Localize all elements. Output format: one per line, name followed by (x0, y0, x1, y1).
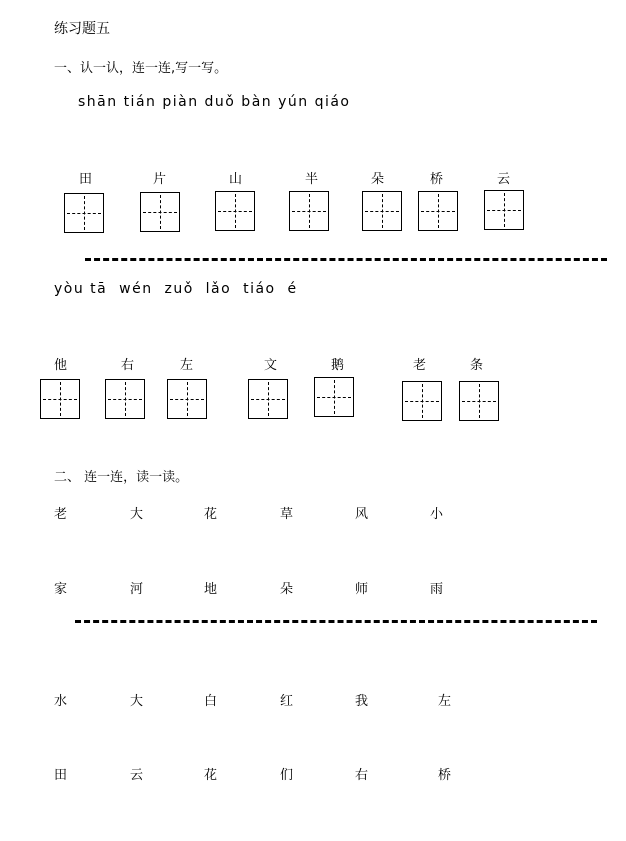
row2-char: 鹅 (331, 358, 345, 373)
group1-bottom-char: 朵 (280, 582, 294, 597)
row1-char: 朵 (371, 172, 385, 187)
writing-box[interactable] (140, 192, 180, 232)
group1-top-char: 风 (355, 507, 369, 522)
group1-bottom-char: 家 (54, 582, 68, 597)
row1-char: 田 (79, 172, 93, 187)
page-title: 练习题五 (54, 21, 110, 37)
group1-top-char: 小 (430, 507, 444, 522)
group1-top-char: 大 (130, 507, 144, 522)
group1-bottom-char: 师 (355, 582, 369, 597)
group2-bottom-char: 田 (54, 768, 68, 783)
group2-top-char: 大 (130, 694, 144, 709)
row2-char: 老 (413, 358, 427, 373)
writing-box[interactable] (402, 381, 442, 421)
group2-top-char: 红 (280, 694, 294, 709)
group2-top-char: 左 (438, 694, 452, 709)
writing-box[interactable] (484, 190, 524, 230)
group1-top-char: 草 (280, 507, 294, 522)
group2-bottom-char: 桥 (438, 768, 452, 783)
group2-top-char: 白 (204, 694, 218, 709)
row1-char: 半 (305, 172, 319, 187)
writing-box[interactable] (64, 193, 104, 233)
group2-bottom-char: 花 (204, 768, 218, 783)
section1-heading: 一、认一认，连一连,写一写。 (54, 61, 228, 76)
writing-box[interactable] (248, 379, 288, 419)
group1-top-char: 花 (204, 507, 218, 522)
group2-bottom-char: 们 (280, 768, 294, 783)
writing-box[interactable] (105, 379, 145, 419)
writing-box[interactable] (459, 381, 499, 421)
group1-bottom-char: 地 (204, 582, 218, 597)
writing-box[interactable] (167, 379, 207, 419)
row1-char: 桥 (430, 172, 444, 187)
group2-top-char: 我 (355, 694, 369, 709)
section2-heading: 二、 连一连，读一读。 (54, 470, 189, 485)
writing-box[interactable] (418, 191, 458, 231)
writing-box[interactable] (215, 191, 255, 231)
row2-char: 左 (180, 358, 194, 373)
group1-bottom-char: 河 (130, 582, 144, 597)
row1-char: 山 (229, 172, 243, 187)
row1-char: 片 (153, 172, 167, 187)
writing-box[interactable] (40, 379, 80, 419)
writing-box[interactable] (362, 191, 402, 231)
group2-bottom-char: 云 (130, 768, 144, 783)
row2-pinyin: yòu tā wén zuǒ lǎo tiáo é (54, 281, 298, 297)
row1-pinyin: shān tián piàn duǒ bàn yún qiáo (78, 94, 351, 110)
writing-box[interactable] (289, 191, 329, 231)
group2-bottom-char: 右 (355, 768, 369, 783)
row2-char: 条 (470, 358, 484, 373)
dashed-separator (85, 258, 607, 261)
row2-char: 文 (264, 358, 278, 373)
group1-bottom-char: 雨 (430, 582, 444, 597)
group2-top-char: 水 (54, 694, 68, 709)
group1-top-char: 老 (54, 507, 68, 522)
row1-char: 云 (497, 172, 511, 187)
dashed-separator (75, 620, 597, 623)
row2-char: 他 (54, 358, 68, 373)
row2-char: 右 (121, 358, 135, 373)
writing-box[interactable] (314, 377, 354, 417)
